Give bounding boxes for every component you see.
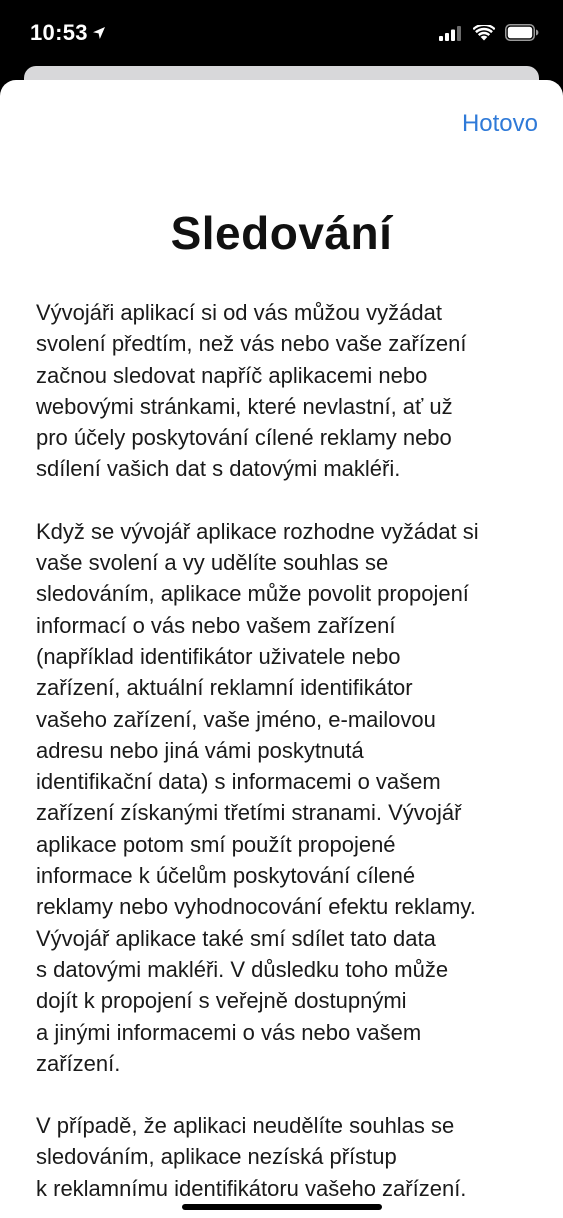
text-line: vašeho zařízení, vaše jméno, e-mailovou: [36, 706, 436, 732]
status-time-text: 10:53: [30, 20, 88, 45]
status-bar: [0, 0, 563, 62]
text-line: reklamy nebo vyhodnocování efektu reklamy.: [36, 894, 476, 920]
text-line: identifikační data) s informacemi o vašem: [36, 769, 441, 795]
text-line: vaše svolení a vy udělíte souhlas se: [36, 550, 389, 576]
text-line: Vývojář aplikace také smí sdílet tato data: [36, 925, 436, 951]
text-line: a jinými informacemi o vás nebo vašem: [36, 1019, 422, 1045]
text-line: Vývojáři aplikací si od vás můžou vyžádat: [36, 300, 442, 325]
text-line: sledováním, aplikace může povolit propojení: [36, 581, 469, 607]
wifi-icon: [473, 25, 495, 41]
status-time: [30, 20, 106, 46]
text-line: (například identifikátor uživatele nebo: [36, 643, 401, 669]
text-line: zařízení.: [36, 1050, 121, 1076]
cellular-signal-icon: [439, 25, 463, 41]
text-line: sdílení vašich dat s datovými makléři.: [36, 456, 401, 482]
text-line: informace k účelům poskytování cílené: [36, 863, 416, 889]
text-line: pro účely poskytování cílené reklamy nebo: [36, 425, 452, 451]
text-line: informací o vás nebo vašem zařízení: [36, 612, 396, 638]
text-line: adresu nebo jiná vámi poskytnutá: [36, 737, 364, 763]
body-text: [36, 297, 536, 1218]
text-line: webovými stránkami, které nevlastní, ať už: [36, 393, 453, 419]
done-button[interactable]: Hotovo: [461, 110, 538, 137]
paragraph-decline: [36, 1110, 536, 1204]
paragraph-consent: [36, 516, 536, 1079]
text-line: začnou sledovat napříč aplikacemi nebo: [36, 362, 428, 388]
text-line: k reklamnímu identifikátoru vašeho zařízení.: [36, 1175, 467, 1201]
text-line: zařízení, aktuální reklamní identifikátor: [36, 675, 413, 701]
battery-icon: [505, 24, 539, 41]
text-line: zařízení získanými třetími stranami. Vývojář: [36, 800, 462, 826]
text-line: s datovými makléři. V důsledku toho může: [36, 956, 449, 982]
status-indicators: [439, 24, 539, 41]
modal-sheet: [0, 80, 563, 1218]
text-line: svolení předtím, než vás nebo vaše zařízení: [36, 331, 467, 357]
text-line: V případě, že aplikaci neudělíte souhlas se: [36, 1113, 455, 1139]
text-line: Když se vývojář aplikace rozhodne vyžádat si: [36, 518, 479, 544]
text-line: dojít k propojení s veřejně dostupnými: [36, 988, 407, 1014]
home-indicator[interactable]: [182, 1204, 382, 1210]
page-title: Sledování: [170, 207, 393, 259]
text-line: aplikace potom smí použít propojené: [36, 831, 396, 857]
text-line: sledováním, aplikace nezíská přístup: [36, 1144, 397, 1170]
location-arrow-icon: [92, 26, 106, 40]
paragraph-intro: [36, 297, 536, 485]
